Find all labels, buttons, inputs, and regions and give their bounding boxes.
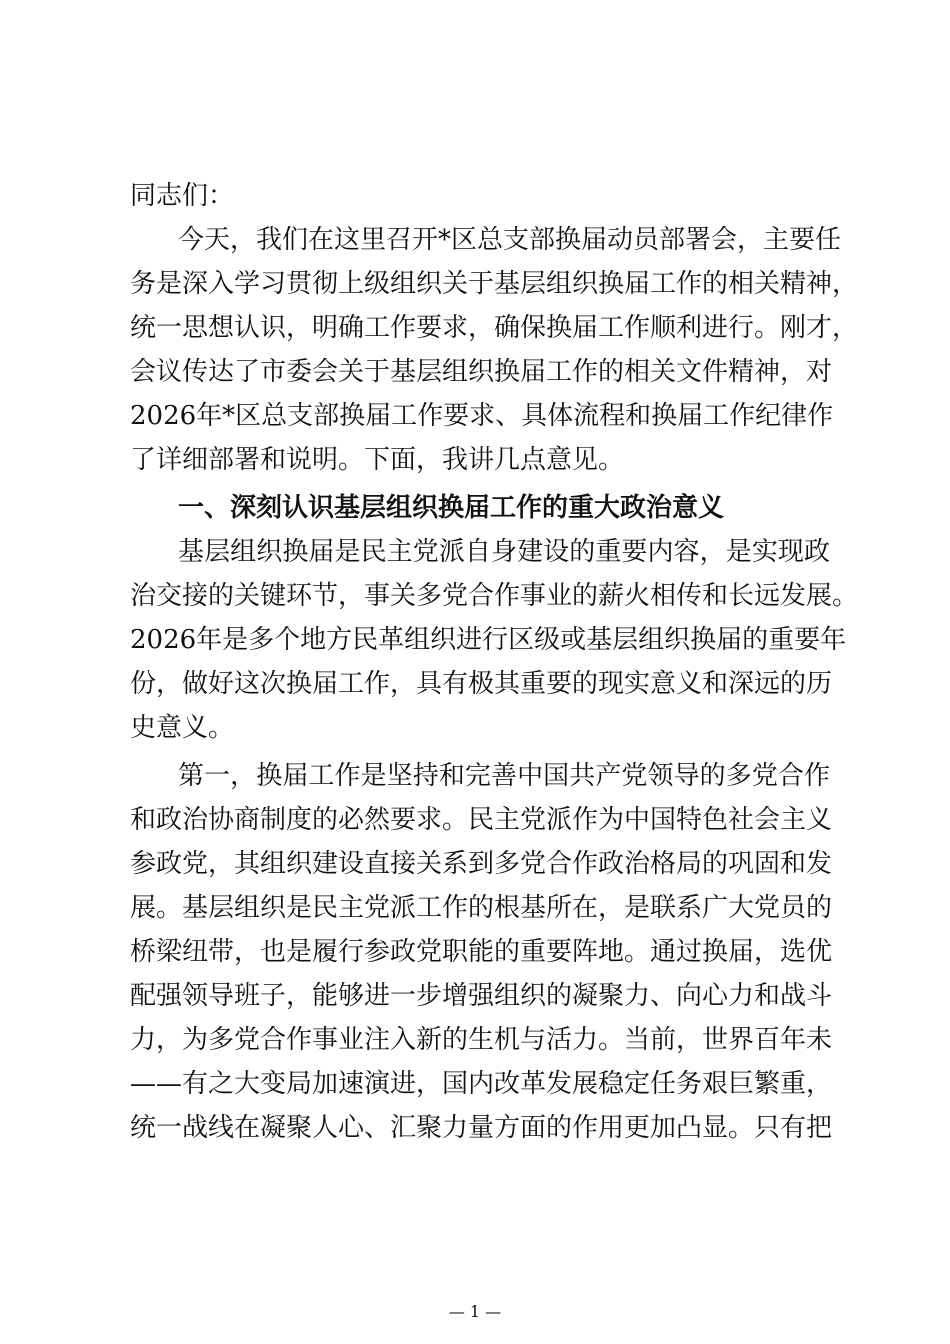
paragraph-3-line: 展。基层组织是民主党派工作的根基所在，是联系广大党员的: [130, 893, 833, 923]
paragraph-1-line: 统一思想认识，明确工作要求，确保换届工作顺利进行。刚才，: [130, 313, 859, 343]
salutation: 同志们：: [130, 181, 235, 211]
paragraph-3-line: 桥梁纽带，也是履行参政党职能的重要阵地。通过换届，选优: [130, 937, 833, 967]
paragraph-3-line: 第一，换届工作是坚持和完善中国共产党领导的多党合作: [178, 761, 830, 791]
paragraph-3-line: 力，为多党合作事业注入新的生机与活力。当前，世界百年未: [130, 1025, 833, 1055]
paragraph-1-line: 今天，我们在这里召开*区总支部换届动员部署会，主要任: [178, 225, 842, 255]
paragraph-3-line: 配强领导班子，能够进一步增强组织的凝聚力、向心力和战斗: [130, 981, 833, 1011]
paragraph-3-line: ——有之大变局加速演进，国内改革发展稳定任务艰巨繁重，: [130, 1069, 833, 1099]
paragraph-2-line: 份，做好这次换届工作，具有极其重要的现实意义和深远的历: [130, 669, 833, 699]
paragraph-1-line: 了详细部署和说明。下面，我讲几点意见。: [130, 445, 625, 475]
section-heading-1: 一、深刻认识基层组织换届工作的重大政治意义: [178, 493, 725, 523]
paragraph-1-line: 2026年*区总支部换届工作要求、具体流程和换届工作纪律作: [130, 401, 834, 431]
paragraph-1-line: 会议传达了市委会关于基层组织换届工作的相关文件精神，对: [130, 357, 833, 387]
paragraph-3-line: 参政党，其组织建设直接关系到多党合作政治格局的巩固和发: [130, 849, 833, 879]
paragraph-1-line: 务是深入学习贯彻上级组织关于基层组织换届工作的相关精神，: [130, 269, 859, 299]
paragraph-2-line: 治交接的关键环节，事关多党合作事业的薪火相传和长远发展。: [130, 581, 859, 611]
paragraph-3-line: 统一战线在凝聚人心、汇聚力量方面的作用更加凸显。只有把: [130, 1113, 833, 1143]
page-number-footer: — 1 —: [448, 1302, 502, 1321]
paragraph-2-line: 基层组织换届是民主党派自身建设的重要内容，是实现政: [178, 537, 830, 567]
paragraph-2-line: 史意义。: [130, 713, 235, 743]
paragraph-2-line: 2026年是多个地方民革组织进行区级或基层组织换届的重要年: [130, 625, 847, 655]
paragraph-3-line: 和政治协商制度的必然要求。民主党派作为中国特色社会主义: [130, 805, 833, 835]
